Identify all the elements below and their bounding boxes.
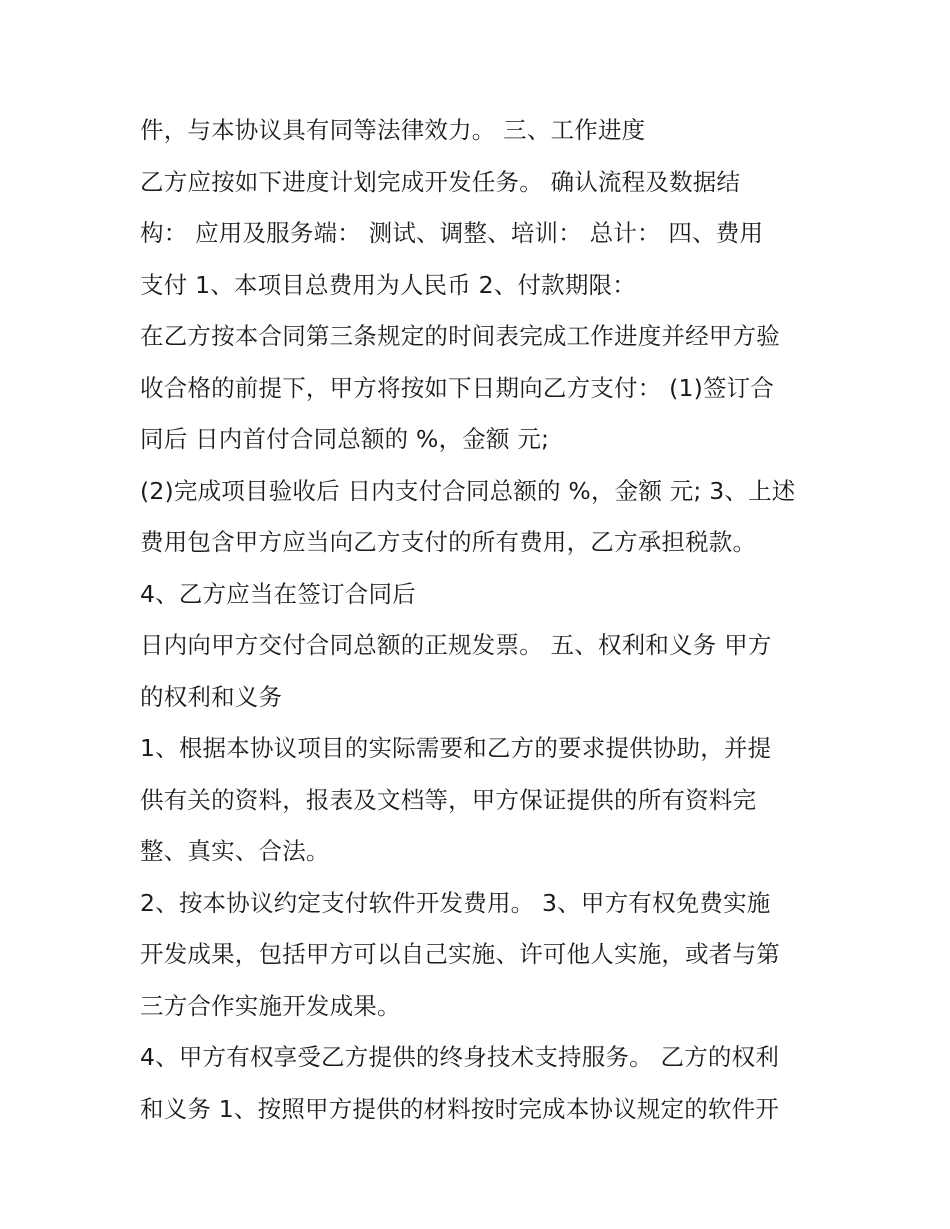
text-line: 支付 1、本项目总费用为人民币 2、付款期限：	[140, 270, 636, 299]
text-line: 和义务 1、按照甲方提供的材料按时完成本协议规定的软件开	[140, 1094, 780, 1123]
text-line: 件，与本协议具有同等法律效力。 三、工作进度	[140, 116, 646, 144]
text-line: 的权利和义务	[140, 682, 283, 711]
text-line: 2、按本协议约定支付软件开发费用。 3、甲方有权免费实施	[140, 888, 771, 917]
text-line: 三方合作实施开发成果。	[140, 991, 401, 1020]
text-line: 1、根据本协议项目的实际需要和乙方的要求提供协助，并提	[140, 734, 772, 762]
text-line: 日内向甲方交付合同总额的正规发票。 五、权利和义务 甲方	[140, 631, 772, 659]
text-line: 4、乙方应当在签订合同后	[140, 579, 416, 608]
text-line: 供有关的资料，报表及文档等，甲方保证提供的所有资料完	[140, 785, 757, 814]
text-line: 整、真实、合法。	[140, 837, 330, 865]
text-line: 构： 应用及服务端： 测试、调整、培训： 总计： 四、费用	[140, 219, 764, 247]
text-line: 开发成果，包括甲方可以自己实施、许可他人实施，或者与第	[140, 940, 780, 968]
text-line: (2)完成项目验收后 日内支付合同总额的 %，金额 元; 3、上述	[140, 476, 796, 505]
text-line: 4、甲方有权享受乙方提供的终身技术支持服务。 乙方的权利	[140, 1043, 780, 1071]
text-line: 收合格的前提下，甲方将按如下日期向乙方支付： (1)签订合	[140, 373, 775, 402]
text-line: 在乙方按本合同第三条规定的时间表完成工作进度并经甲方验	[140, 322, 780, 350]
text-line: 同后 日内首付合同总额的 %，金额 元;	[140, 425, 550, 453]
document-body	[140, 108, 830, 1138]
text-line: 费用包含甲方应当向乙方支付的所有费用，乙方承担税款。	[140, 528, 757, 556]
text-line: 乙方应按如下进度计划完成开发任务。 确认流程及数据结	[140, 167, 741, 196]
